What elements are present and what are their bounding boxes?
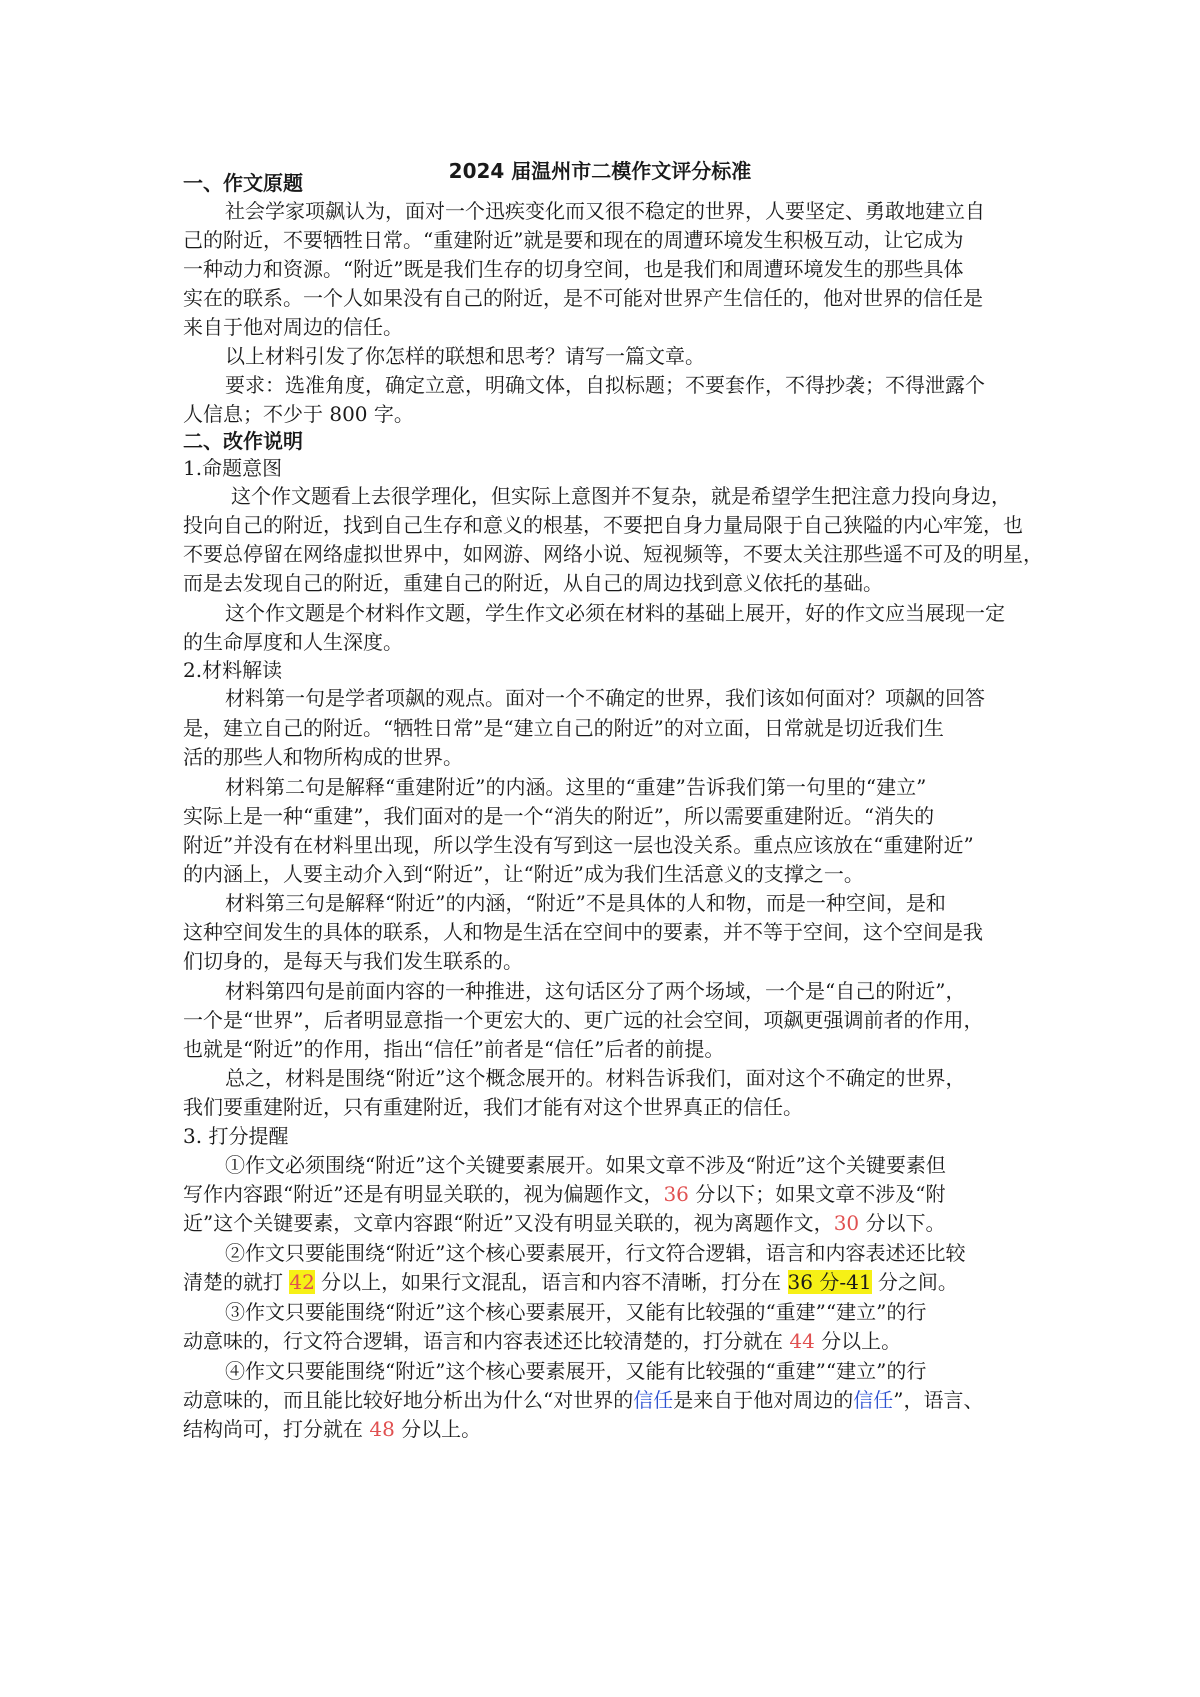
requirements-line: 要求：选准角度，确定立意，明确文体，自拟标题；不要套作，不得抄袭；不得泄露个 (225, 373, 985, 397)
rule-text: 结构尚可，打分就在 (183, 1417, 370, 1441)
paragraph-line: 的内涵上，人要主动介入到“附近”，让“附近”成为我们生活意义的支撑之一。 (183, 862, 864, 886)
blue-text: 信任 (853, 1388, 894, 1412)
paragraph-line: 活的那些人和物所构成的世界。 (183, 745, 463, 769)
paragraph-line: 是，建立自己的附近。“牺牲日常”是“建立自己的附近”的对立面，日常就是切近我们生 (183, 716, 944, 740)
paragraph-line: 而是去发现自己的附近，重建自己的附近，从自己的周边找到意义依托的基础。 (183, 571, 883, 595)
rule-text: 动意味的，而且能比较好地分析出为什么“对世界的 (183, 1388, 634, 1412)
paragraph-line: 材料第三句是解释“附近”的内涵，“附近”不是具体的人和物，而是一种空间，是和 (225, 891, 946, 915)
rule-line: ①作文必须围绕“附近”这个关键要素展开。如果文章不涉及“附近”这个关键要素但 (225, 1153, 946, 1177)
paragraph-line: 材料第四句是前面内容的一种推进，这句话区分了两个场域，一个是“自己的附近”， (225, 979, 966, 1003)
paragraph-line: 一种动力和资源。“附近”既是我们生存的切身空间，也是我们和周遭环境发生的那些具体 (183, 257, 964, 281)
paragraph-line: 来自于他对周边的信任。 (183, 315, 403, 339)
subsection-heading: 2.材料解读 (183, 658, 283, 682)
rule-line (183, 1414, 1023, 1444)
document-title: 2024 届温州市二模作文评分标准 (448, 159, 752, 183)
paragraph-line: 也就是“附近”的作用，指出“信任”前者是“信任”后者的前提。 (183, 1037, 725, 1061)
paragraph-line: 的生命厚度和人生深度。 (183, 630, 403, 654)
paragraph-line: 一个是“世界”，后者明显意指一个更宏大的、更广远的社会空间，项飙更强调前者的作用， (183, 1008, 984, 1032)
rule-text: 分以下；如果文章不涉及“附 (688, 1182, 946, 1206)
highlighted-score-range: 36 分-41 (787, 1270, 872, 1294)
rule-text: 清楚的就打 (183, 1270, 290, 1294)
rule-text: 写作内容跟“附近”还是有明显关联的，视为偏题作文， (183, 1182, 664, 1206)
rule-line: ④作文只要能围绕“附近”这个核心要素展开，又能有比较强的“重建”“建立”的行 (225, 1359, 927, 1383)
rule-text: 动意味的，行文符合逻辑，语言和内容表述还比较清楚的，打分就在 (183, 1329, 790, 1353)
paragraph-line: 总之，材料是围绕“附近”这个概念展开的。材料告诉我们，面对这个不确定的世界， (225, 1066, 966, 1090)
paragraph-line: 不要总停留在网络虚拟世界中，如网游、网络小说、短视频等，不要太关注那些遥不可及的明星， (183, 542, 1043, 566)
section-heading: 二、改作说明 (183, 429, 303, 453)
rule-text: 近”这个关键要素，文章内容跟“附近”又没有明显关联的，视为离题作文， (183, 1211, 834, 1235)
score-value: 48 (369, 1417, 395, 1441)
paragraph-line: 实际上是一种“重建”，我们面对的是一个“消失的附近”，所以需要重建附近。“消失的 (183, 804, 935, 828)
rule-line: ③作文只要能围绕“附近”这个核心要素展开，又能有比较强的“重建”“建立”的行 (225, 1300, 927, 1324)
paragraph-line: 我们要重建附近，只有重建附近，我们才能有对这个世界真正的信任。 (183, 1095, 803, 1119)
paragraph-line: 材料第一句是学者项飙的观点。面对一个不确定的世界，我们该如何面对？项飙的回答 (225, 686, 985, 710)
paragraph-line: 社会学家项飙认为，面对一个迅疾变化而又很不稳定的世界，人要坚定、勇敢地建立自 (225, 199, 985, 223)
rule-text: 分以下。 (859, 1211, 946, 1235)
paragraph-line: 实在的联系。一个人如果没有自己的附近，是不可能对世界产生信任的，他对世界的信任是 (183, 286, 983, 310)
rule-line (183, 1267, 1023, 1297)
rule-text: 分以上。 (814, 1329, 902, 1353)
paragraph-line: 这个作文题看上去很学理化，但实际上意图并不复杂，就是希望学生把注意力投向身边， (231, 484, 1011, 508)
rule-text: 分之间。 (871, 1270, 958, 1294)
paragraph-line: 投向自己的附近，找到自己生存和意义的根基，不要把自身力量局限于自己狭隘的内心牢笼，也 (183, 513, 1023, 537)
rule-text: ”，语言、 (893, 1388, 984, 1412)
rule-line (183, 1208, 1023, 1238)
section-heading: 一、作文原题 (183, 171, 303, 195)
rule-text: 是来自于他对周边的 (673, 1388, 854, 1412)
paragraph-line: 这种空间发生的具体的联系，人和物是生活在空间中的要素，并不等于空间，这个空间是我 (183, 920, 983, 944)
blue-text: 信任 (633, 1388, 674, 1412)
prompt-line: 以上材料引发了你怎样的联想和思考？请写一篇文章。 (225, 344, 705, 368)
rule-line: ②作文只要能围绕“附近”这个核心要素展开，行文符合逻辑，语言和内容表述还比较 (225, 1241, 966, 1265)
paragraph-line: 们切身的，是每天与我们发生联系的。 (183, 949, 523, 973)
rule-text: 分以上，如果行文混乱，语言和内容不清晰，打分在 (314, 1270, 788, 1294)
subsection-heading: 3. 打分提醒 (183, 1124, 289, 1148)
score-value: 36 (663, 1182, 689, 1206)
paragraph-line: 己的附近，不要牺牲日常。“重建附近”就是要和现在的周遭环境发生积极互动，让它成为 (183, 228, 964, 252)
rule-line (183, 1326, 1023, 1356)
score-value: 30 (833, 1211, 860, 1235)
rule-line (183, 1179, 1023, 1209)
subsection-heading: 1.命题意图 (183, 456, 283, 480)
score-value: 44 (789, 1329, 815, 1353)
rule-text: 分以上。 (394, 1417, 482, 1441)
paragraph-line: 附近”并没有在材料里出现，所以学生没有写到这一层也没关系。重点应该放在“重建附近” (183, 833, 974, 857)
paragraph-line: 这个作文题是个材料作文题，学生作文必须在材料的基础上展开，好的作文应当展现一定 (225, 601, 1005, 625)
paragraph-line: 材料第二句是解释“重建附近”的内涵。这里的“重建”告诉我们第一句里的“建立” (225, 775, 927, 799)
requirements-line: 人信息；不少于 800 字。 (183, 402, 414, 426)
highlighted-score: 42 (289, 1270, 315, 1294)
rule-line (183, 1385, 1023, 1415)
